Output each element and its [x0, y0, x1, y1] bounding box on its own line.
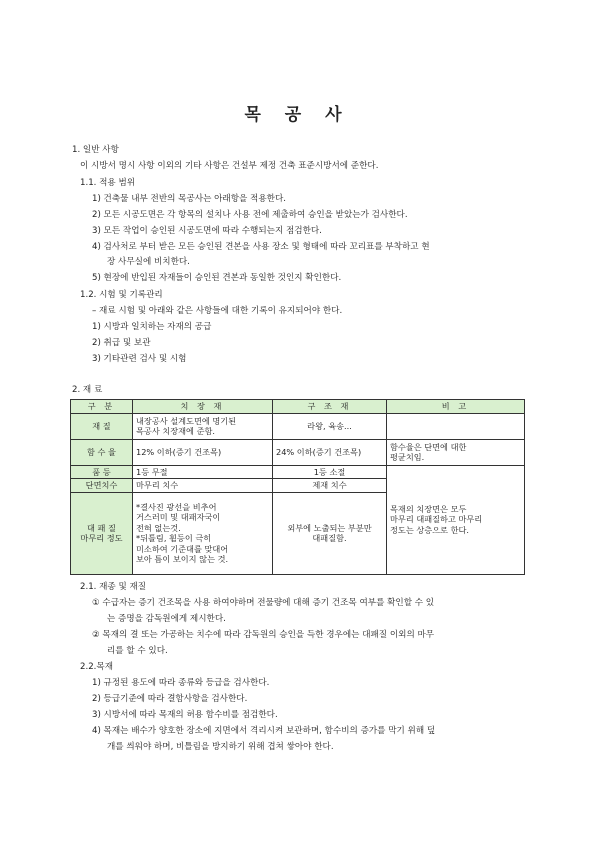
row-label: 함 수 율: [71, 439, 133, 465]
row-label: 대 패 질 마무리 정도: [71, 492, 133, 574]
list-item-continuation: 장 사무실에 비치한다.: [107, 257, 190, 267]
table-row: [71, 413, 525, 439]
table-cell: 1등 무절: [133, 465, 273, 479]
table-cell: [387, 413, 525, 439]
list-item: ② 목재의 결 또는 가공하는 치수에 따라 감독원의 승인을 득한 경우에는 대패질 이외의 마무: [92, 630, 435, 640]
list-item: 4) 검사처로 부터 받은 모든 승인된 견본을 사용 장소 및 형태에 따라 꼬리표를 부착하고 현: [92, 242, 430, 252]
section-2-heading: 2. 재 료: [72, 385, 103, 395]
page-title: 목 공 사: [244, 105, 351, 125]
materials-table: [70, 399, 525, 575]
row-label: 단면치수: [71, 479, 133, 493]
list-item: 4) 목재는 배수가 양호한 장소에 지면에서 격리시켜 보관하며, 함수비의 증가를 막기 위해 덮: [92, 726, 436, 736]
list-item: ① 수급자는 증기 건조목을 사용 하여야하며 전물량에 대해 증기 건조목 여부를 확인할 수 있: [92, 598, 435, 608]
list-item: 5) 현장에 반입된 자재들이 승인된 견본과 동일한 것인지 확인한다.: [92, 273, 342, 283]
section-1-1-heading: 1.1. 적용 범위: [80, 178, 136, 188]
table-cell: 1등 소절: [273, 465, 387, 479]
list-item: 3) 시방서에 따라 목재의 허용 함수비를 점검한다.: [92, 710, 278, 720]
section-1-heading: 1. 일반 사항: [72, 145, 119, 155]
list-item-continuation: 개를 씌워야 하며, 비틀림을 방지하기 위해 겹쳐 쌓아야 한다.: [107, 742, 334, 752]
column-header: 구 조 재: [273, 400, 387, 414]
list-item: 1) 규정된 용도에 따라 종류와 등급을 검사한다.: [92, 678, 270, 688]
column-header: 비 고: [387, 400, 525, 414]
section-1-2-heading: 1.2. 시험 및 기록관리: [80, 290, 163, 300]
list-item: 3) 모든 작업이 승인된 시공도면에 따라 수행되는지 점검한다.: [92, 226, 322, 236]
list-item: 2) 모든 시공도면은 각 항목의 설치나 사용 전에 제출하여 승인을 받았는가 검사한다.: [92, 210, 408, 220]
list-item-continuation: 리를 할 수 있다.: [107, 646, 168, 656]
section-2-1-heading: 2.1. 재종 및 재질: [80, 582, 147, 592]
table-cell: *결사진 광선을 비추어 거스러미 및 대패자국이 전혀 없는것. *뒤틀림, 휨등이 극히 미소하여 기준대를 맞대어 보아 틈이 보이지 않는 것.: [133, 492, 273, 574]
table-cell: 라왕, 육송...: [273, 413, 387, 439]
list-item: 1) 시방과 일치하는 자재의 공급: [92, 322, 212, 332]
table-cell: 외부에 노출되는 부분만 대패질함.: [273, 492, 387, 574]
table-row: [71, 439, 525, 465]
table-cell: 제재 치수: [273, 479, 387, 493]
table-header-row: [71, 400, 525, 414]
section-1-2-intro: – 재료 시험 및 아래와 같은 사항들에 대한 기록이 유지되어야 한다.: [92, 306, 343, 316]
table-cell: 함수율은 단면에 대한 평균치임.: [387, 439, 525, 465]
column-header: 치 장 재: [133, 400, 273, 414]
table-cell: 내장공사 설계도면에 명기된 목공사 치장재에 준함.: [133, 413, 273, 439]
list-item: 3) 기타관련 검사 및 시험: [92, 354, 187, 364]
table-cell: 24% 이하(증기 건조목): [273, 439, 387, 465]
section-2-2-heading: 2.2.목재: [80, 662, 114, 672]
list-item: 2) 취급 및 보관: [92, 338, 151, 348]
table-cell: 마무리 치수: [133, 479, 273, 493]
table-cell: 12% 이하(증기 건조목): [133, 439, 273, 465]
table-cell: 목재의 치장면은 모두 마무리 대패질하고 마무리 정도는 상층으로 한다.: [387, 465, 525, 574]
section-1-intro: 이 시방서 명시 사항 이외의 기타 사항은 건설부 제정 건축 표준시방서에 준한다.: [80, 161, 379, 171]
row-label: 재 질: [71, 413, 133, 439]
column-header: 구 분: [71, 400, 133, 414]
list-item: 1) 건축물 내부 전반의 목공사는 아래항을 적용한다.: [92, 194, 286, 204]
list-item-continuation: 는 증명을 감독원에게 제시한다.: [107, 614, 226, 624]
table-row: [71, 465, 525, 479]
row-label: 품 등: [71, 465, 133, 479]
list-item: 2) 등급기준에 따라 결함사항을 검사한다.: [92, 694, 248, 704]
